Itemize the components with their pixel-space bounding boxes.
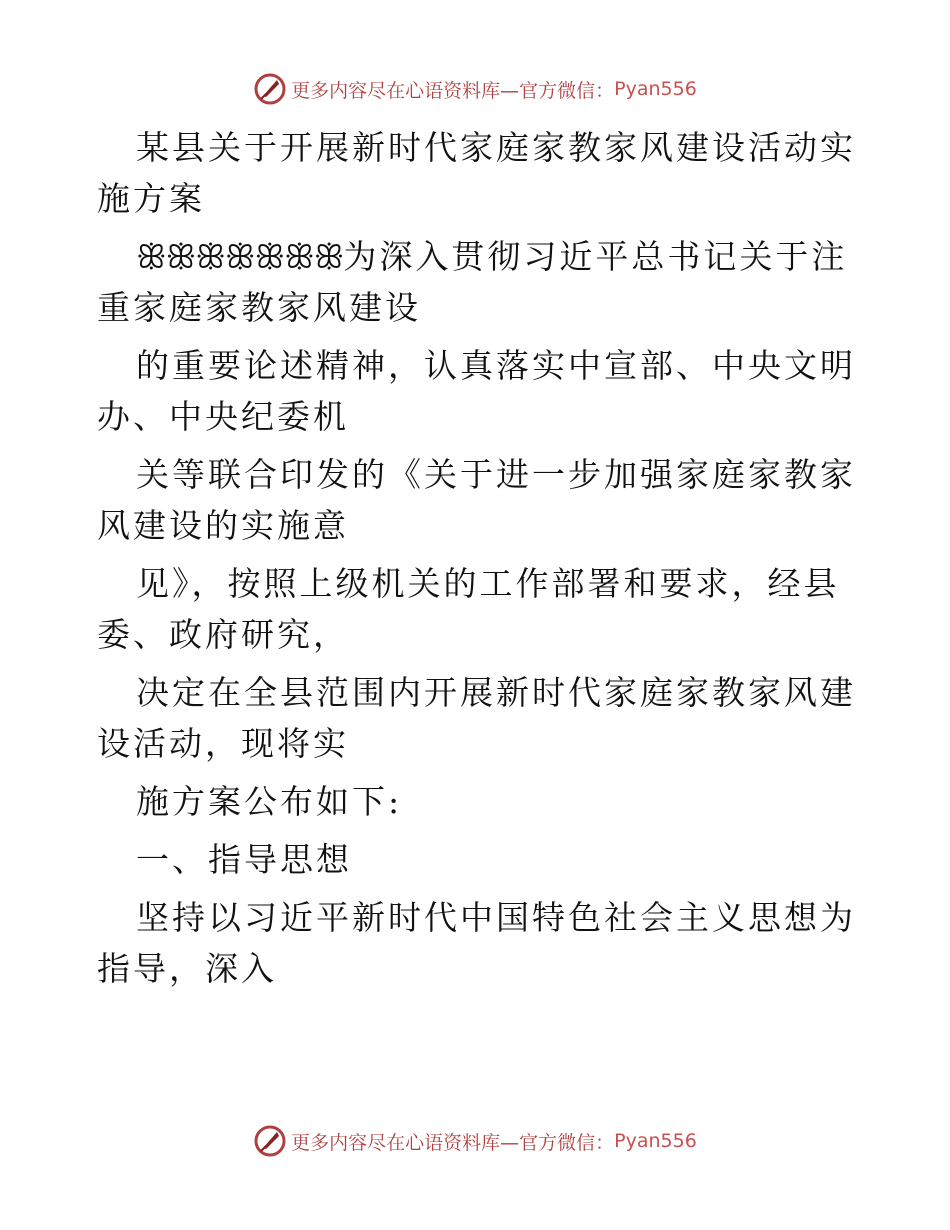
- footer-watermark: [0, 1124, 950, 1158]
- section-heading: 一、指导思想: [136, 840, 352, 879]
- ornament-glyphs: ꕥꕥꕥꕥꕥꕥꕥ: [136, 237, 344, 276]
- watermark-wechat-id: Pyan556: [614, 78, 697, 100]
- document-body: [97, 122, 857, 1001]
- watermark-wechat-id: Pyan556: [614, 1130, 697, 1152]
- paragraph: 施方案公布如下:: [136, 782, 403, 821]
- paragraph: 坚持以习近平新时代中国特色社会主义思想为指导，深入: [97, 898, 856, 988]
- paragraph: ꕥꕥꕥꕥꕥꕥꕥ为深入贯彻习近平总书记关于注重家庭家教家风建设: [97, 237, 848, 327]
- feather-logo-icon: [253, 1124, 287, 1158]
- paragraph: 见》，按照上级机关的工作部署和要求，经县委、政府研究，: [97, 564, 840, 654]
- watermark-text: 更多内容尽在心语资料库—官方微信：: [291, 79, 615, 102]
- header-watermark: [0, 72, 950, 106]
- watermark-text: 更多内容尽在心语资料库—官方微信：: [291, 1131, 615, 1154]
- paragraph: 决定在全县范围内开展新时代家庭家教家风建设活动，现将实: [97, 673, 856, 763]
- paragraph: 关等联合印发的《关于进一步加强家庭家教家风建设的实施意: [97, 455, 856, 545]
- document-title: 某县关于开展新时代家庭家教家风建设活动实施方案: [97, 128, 856, 218]
- feather-logo-icon: [253, 72, 287, 106]
- paragraph: 的重要论述精神，认真落实中宣部、中央文明办、中央纪委机: [97, 346, 856, 436]
